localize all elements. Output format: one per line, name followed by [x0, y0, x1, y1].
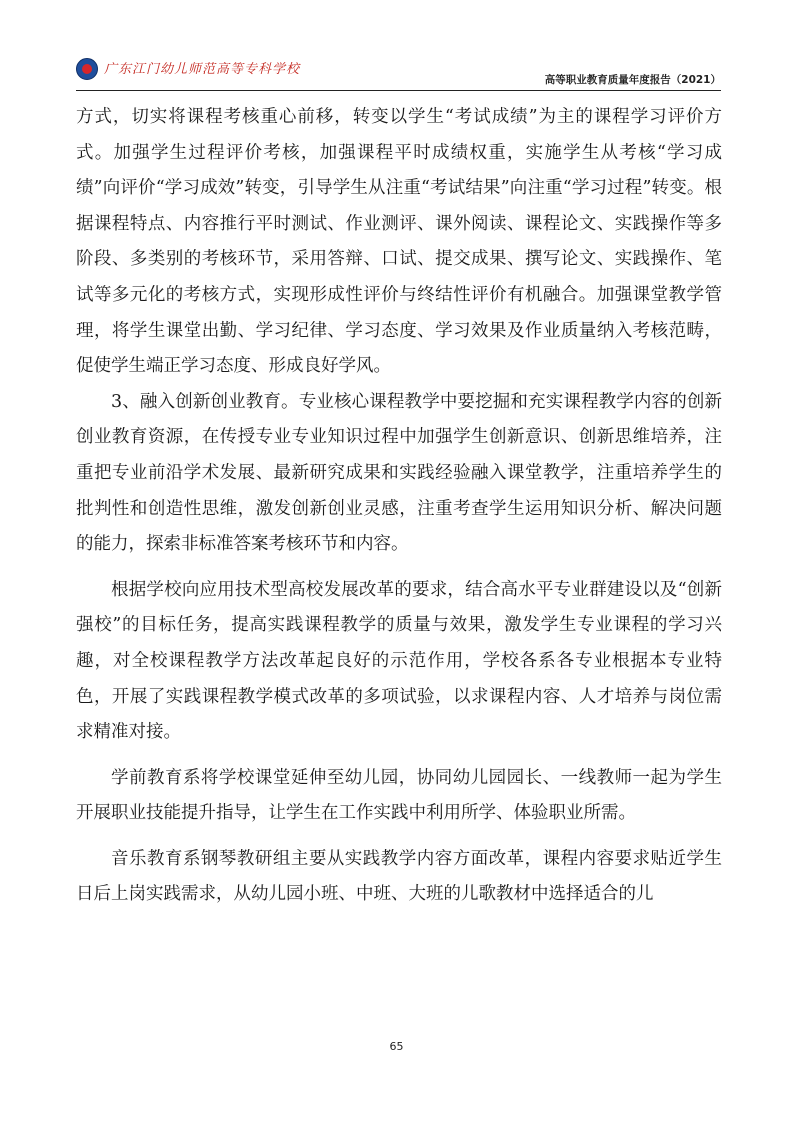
header-divider: [76, 90, 721, 91]
paragraph-practice-reform: 根据学校向应用技术型高校发展改革的要求，结合高水平专业群建设以及“创新强校”的目标任务，提高实践课程教学的质量与效果，激发学生专业课程的学习兴趣，对全校课程教学方法改革起良好的示范作用，学校各系各专业根据本专业特色，开展了实践课程教学模式改革的多项试验，以求课程内容、人才培养与岗位需求精准对接。: [76, 579, 722, 743]
page-number: 65: [389, 1040, 404, 1053]
paragraph-preschool-department: 学前教育系将学校课堂延伸至幼儿园，协同幼儿园园长、一线教师一起为学生开展职业技能提升指导，让学生在工作实践中利用所学、体验职业所需。: [76, 767, 722, 824]
school-logo-icon: [76, 58, 98, 80]
body-text: [76, 100, 722, 913]
paragraph-assessment-continued: 方式，切实将课程考核重心前移，转变以学生“考试成绩”为主的课程学习评价方式。加强学生过程评价考核，加强课程平时成绩权重，实施学生从考核“学习成绩”向评价“学习成效”转变，引导学生从注重“考试结果”向注重“学习过程”转变。根据课程特点、内容推行平时测试、作业测评、课外阅读、课程论文、实践操作等多阶段、多类别的考核环节，采用答辩、口试、提交成果、撰写论文、实践操作、笔试等多元化的考核方式，实现形成性评价与终结性评价有机融合。加强课堂教学管理，将学生课堂出勤、学习纪律、学习态度、学习效果及作业质量纳入考核范畴，促使学生端正学习态度、形成良好学风。: [76, 107, 722, 377]
report-title: 高等职业教育质量年度报告（2021）: [544, 74, 721, 86]
school-name: 广东江门幼儿师范高等专科学校: [104, 62, 301, 77]
paragraph-innovation-education: 3、融入创新创业教育。专业核心课程教学中要挖掘和充实课程教学内容的创新创业教育资源，在传授专业专业知识过程中加强学生创新意识、创新思维培养，注重把专业前沿学术发展、最新研究成果和实践经验融入课堂教学，注重培养学生的批判性和创造性思维，激发创新创业灵感，注重考查学生运用知识分析、解决问题的能力，探索非标准答案考核环节和内容。: [76, 391, 722, 555]
paragraph-music-department: 音乐教育系钢琴教研组主要从实践教学内容方面改革，课程内容要求贴近学生日后上岗实践需求，从幼儿园小班、中班、大班的儿歌教材中选择适合的儿: [76, 848, 722, 905]
page-header: [76, 52, 721, 92]
